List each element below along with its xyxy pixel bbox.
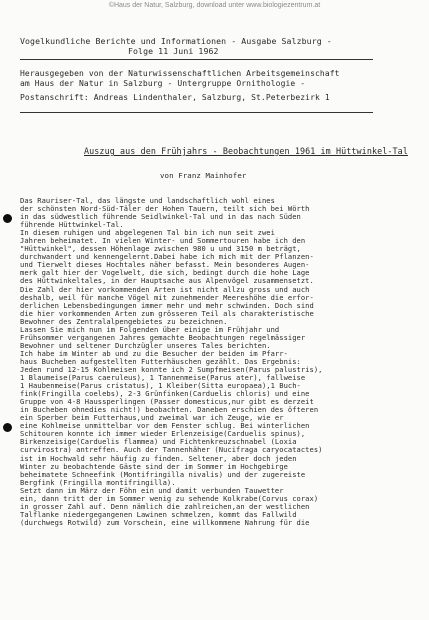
body-line: 1 Blaumeise(Parus caeruleus), 1 Tannenmeise(Parus ater), fallweise [20,374,306,383]
body-line: Winter zu beobachtende Gäste sind der im Sommer im Hochgebirge [20,462,288,471]
body-line: durchwandert und kennengelernt.Dabei habe ich mich mit der Pflanzen- [20,253,314,262]
article-body [20,197,415,527]
body-line: fink(Fringilla coelebs), 2-3 Grünfinken(Carduelis chloris) und eine [20,390,310,399]
body-line: in Bucheben ohnedies nicht!) beobachten. Daneben erschien des öfteren [20,406,319,415]
body-line: führende Hüttwinkel-Tal. [20,221,124,230]
body-line: Talflanke niedergegangenen Lawinen schmelzen, kommt das Fallwild [20,510,297,519]
body-line: Setzt dann im März der Föhn ein und damit verbunden Tauwetter [20,486,284,495]
body-line: der schönsten Nord-Süd-Täler der Hohen Tauern, teilt sich bei Wörth [20,205,310,214]
body-line: haus Bucheben aufgestellten Futterhäuschen gezählt. Das Ergebnis: [20,357,301,366]
body-line: Jahren beheimatet. In vielen Winter- und Sommertouren habe ich den [20,237,306,246]
article-title: Auszug aus den Frühjahrs - Beobachtungen 1961 im Hüttwinkel-Tal [84,146,408,156]
body-line: Frühsommer vergangenen Jahres gemachte Beobachtungen regelmässiger [20,333,306,342]
body-line: (durchwegs Rotwild) zum Vorschein, eine willkommene Nahrung für die [20,518,310,527]
publisher-line: Herausgegeben von der Naturwissenschaftlichen Arbeitsgemeinschaft [20,69,340,78]
body-line: des Hüttwinkeltales, in der Hauptsache aus Alpenvögel zusammensetzt. [20,277,314,286]
body-line: 1 Haubenmeise(Parus cristatus), 1 Kleiber(Sitta europaea),1 Buch- [20,382,301,391]
body-line: "Hüttwinkel", dessen Höhenlage zwischen 980 u und 3150 m beträgt, [20,245,301,254]
watermark: ©Haus der Natur, Salzburg, download unter www.biologiezentrum.at [108,2,321,9]
body-line: eine Kohlmeise unmittelbar vor dem Fenster schlug. Bei winterlichen [20,422,310,431]
punch-hole [3,423,12,432]
body-line: Lassen Sie mich nun im Folgenden über einige im Frühjahr und [20,325,280,334]
header-divider [20,59,373,60]
body-line: deshalb, weil für manche Vögel mit zunehmender Meereshöhe die erfor- [20,293,314,302]
body-line: Bewohner und seltener Durchzügler unseres Tales berichten. [20,341,271,350]
punch-hole [3,214,12,223]
body-line: Ich habe im Winter ab und zu die Besucher der beiden im Pfarr- [20,349,288,358]
body-line: In diesem ruhigen und abgelegenen Tal bin ich nun seit zwei [20,229,275,238]
body-line: ist im Hochwald sehr häufig zu finden. Seltener, aber doch jeden [20,454,297,463]
body-line: in grosser Zahl auf. Denn nämlich die zahlreichen,an der westlichen [20,502,310,511]
body-line: beheimatete Schneefink (Montifringilla nivalis) und der zugereiste [20,470,306,479]
body-line: und Tierwelt dieses Hochtales näher befasst. Mein besonderes Augen- [20,261,310,270]
publisher-line: am Haus der Natur in Salzburg - Untergruppe Ornithologie - [20,79,306,88]
body-line: ein, dann tritt der im Sommer wenig zu sehende Kolkrabe(Corvus corax) [20,494,319,503]
postal-address: Postanschrift: Andreas Lindenthaler, Salzburg, St.Peterbezirk 1 [20,93,330,102]
body-line: curvirostra) antreffen. Auch der Tannenhäher (Nucifraga caryocatactes) [20,446,323,455]
body-line: Bewohner des Zentralalpengebietes zu bezeichnen. [20,317,228,326]
body-line: Jeden rund 12-15 Kohlmeisen konnte ich 2 Sumpfmeisen(Parus palustris), [20,365,323,374]
series-title: Vogelkundliche Berichte und Informationen - Ausgabe Salzburg - [20,36,332,46]
org-divider [20,112,373,113]
body-line: derlichen Lebensbedingungen immer mehr und mehr schwinden. Doch sind [20,301,314,310]
body-line: in das südwestlich führende Seidlwinkel-Tal und in das nach Süden [20,213,301,222]
body-line: Gruppe von 4-8 Haussperlingen (Passer domesticus,nur gibt es derzeit [20,398,314,407]
body-line: Birkenzeisige(Carduelis flammea) und Fichtenkreuzschnabel (Loxia [20,438,297,447]
body-line: Bergfink (Fringilla montifringilla). [20,478,176,487]
body-line: Schitouren konnte ich immer wieder Erlenzeisige(Carduelis spinus), [20,430,306,439]
body-line: die hier vorkommenden Arten zum grösseren Teil als charakteristische [20,309,314,318]
body-line: Die Zahl der hier vorkommenden Arten ist nicht allzu gross und auch [20,285,310,294]
body-line: ein Sperber beim Futterhaus,und zweimal war ich Zeuge, wie er [20,414,284,423]
body-line: Das Rauriser-Tal, das längste und landschaftlich wohl eines [20,197,275,205]
issue-line: Folge 11 Juni 1962 [128,46,219,56]
article-author: von Franz Mainhofer [160,171,247,180]
body-line: merk galt hier der Vogelwelt, die sich, bedingt durch die hohe Lage [20,269,310,278]
